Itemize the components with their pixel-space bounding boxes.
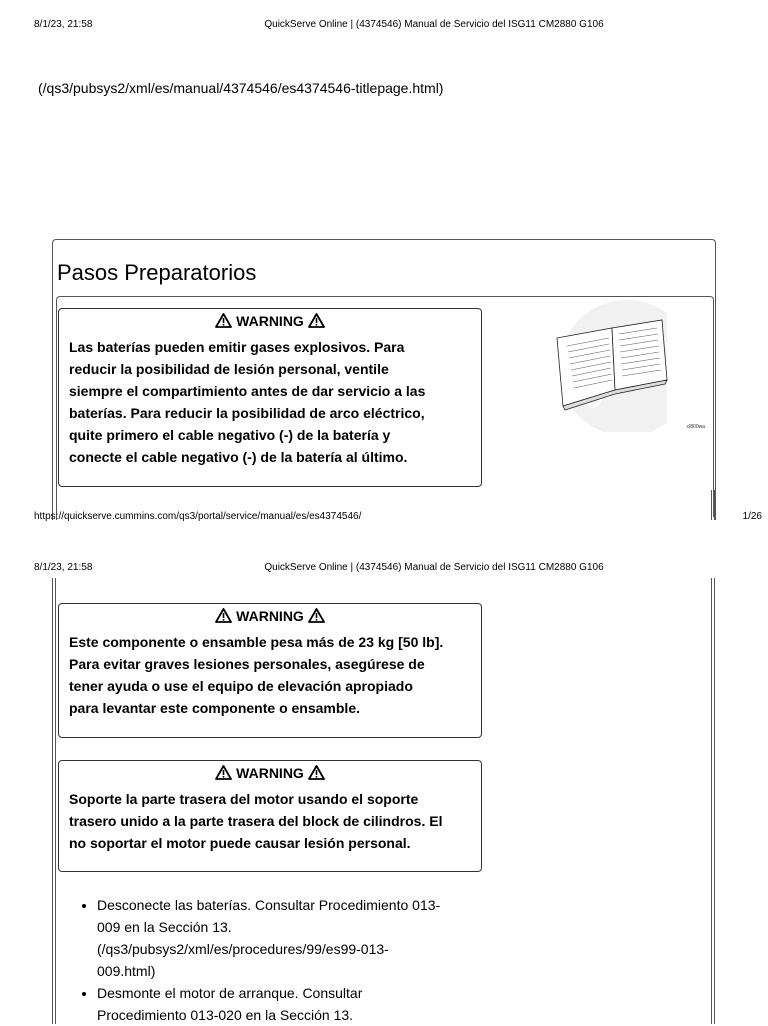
print-header-date: 8/1/23, 21:58 (34, 19, 93, 30)
warning-line: siempre el compartimiento antes de dar servicio a las (69, 383, 426, 399)
frame-edge (714, 578, 715, 1024)
step-text: 009 en la Sección 13. (97, 919, 232, 935)
warning-line: trasero unido a la parte trasera del block de cilindros. El (69, 813, 443, 829)
warning-box-batteries (58, 308, 482, 487)
warning-heading-text: WARNING (236, 608, 304, 624)
warning-heading (69, 607, 481, 625)
warning-line: conecte el cable negativo (-) de la batería al último. (69, 449, 408, 465)
warning-triangle-icon (215, 765, 232, 780)
warning-heading-text: WARNING (236, 313, 304, 329)
warning-triangle-icon (215, 313, 232, 328)
open-book-illustration (517, 298, 709, 432)
warning-text (69, 336, 481, 468)
titlepage-link[interactable]: (/qs3/pubsys2/xml/es/manual/4374546/es4374546-titlepage.html) (38, 80, 444, 96)
warning-line: Soporte la parte trasera del motor usando el soporte (69, 791, 419, 807)
warning-box-weight (58, 603, 482, 738)
warning-line: Para evitar graves lesiones personales, asegúrese de (69, 656, 425, 672)
warning-heading-text: WARNING (236, 765, 304, 781)
frame-edge (52, 578, 53, 1024)
procedure-link[interactable]: (/qs3/pubsys2/xml/es/procedures/99/es99-013- (97, 941, 389, 957)
print-header-title: QuickServe Online | (4374546) Manual de Servicio del ISG11 CM2880 G106 (264, 19, 604, 30)
procedure-steps (78, 894, 517, 1026)
warning-triangle-icon (308, 313, 325, 328)
warning-line: reducir la posibilidad de lesión personal, ventile (69, 361, 389, 377)
warning-line: no soportar el motor puede causar lesión personal. (69, 835, 411, 851)
print-header-title: QuickServe Online | (4374546) Manual de Servicio del ISG11 CM2880 G106 (264, 562, 604, 573)
warning-line: quite primero el cable negativo (-) de la batería y (69, 427, 391, 443)
print-footer-page: 1/26 (742, 511, 762, 522)
frame-edge (55, 578, 56, 1024)
warning-line: Las baterías pueden emitir gases explosivos. Para (69, 339, 405, 355)
frame-edge (714, 490, 715, 520)
warning-line: Este componente o ensamble pesa más de 23 kg [50 lb]. (69, 634, 444, 650)
step-text: • Desconecte las baterías. Consultar Procedimiento 013- (97, 897, 441, 913)
warning-line: tener ayuda o use el equipo de elevación apropiado (69, 678, 413, 694)
warning-text (69, 631, 481, 719)
warning-heading (69, 764, 481, 782)
step-text: • Desmonte el motor de arranque. Consultar (97, 985, 363, 1001)
list-item (97, 982, 517, 1026)
print-footer-url: https://quickserve.cummins.com/qs3/portal/service/manual/es/es4374546/ (34, 511, 362, 522)
figure-code: cl800wa (686, 424, 705, 430)
step-text: Procedimiento 013-020 en la Sección 13. (97, 1007, 354, 1023)
warning-line: para levantar este componente o ensamble. (69, 700, 360, 716)
warning-triangle-icon (308, 765, 325, 780)
warning-triangle-icon (308, 608, 325, 623)
frame-edge (711, 578, 712, 1024)
manual-illustration (517, 298, 709, 432)
warning-triangle-icon (215, 608, 232, 623)
procedure-link[interactable]: 009.html) (97, 963, 156, 979)
print-header-date: 8/1/23, 21:58 (34, 562, 93, 573)
warning-heading (69, 312, 481, 330)
warning-line: baterías. Para reducir la posibilidad de arco eléctrico, (69, 405, 425, 421)
section-title: Pasos Preparatorios (57, 260, 257, 285)
list-item (97, 894, 517, 982)
warning-box-engine-support (58, 760, 482, 872)
frame-edge (711, 490, 712, 520)
warning-text (69, 788, 481, 854)
